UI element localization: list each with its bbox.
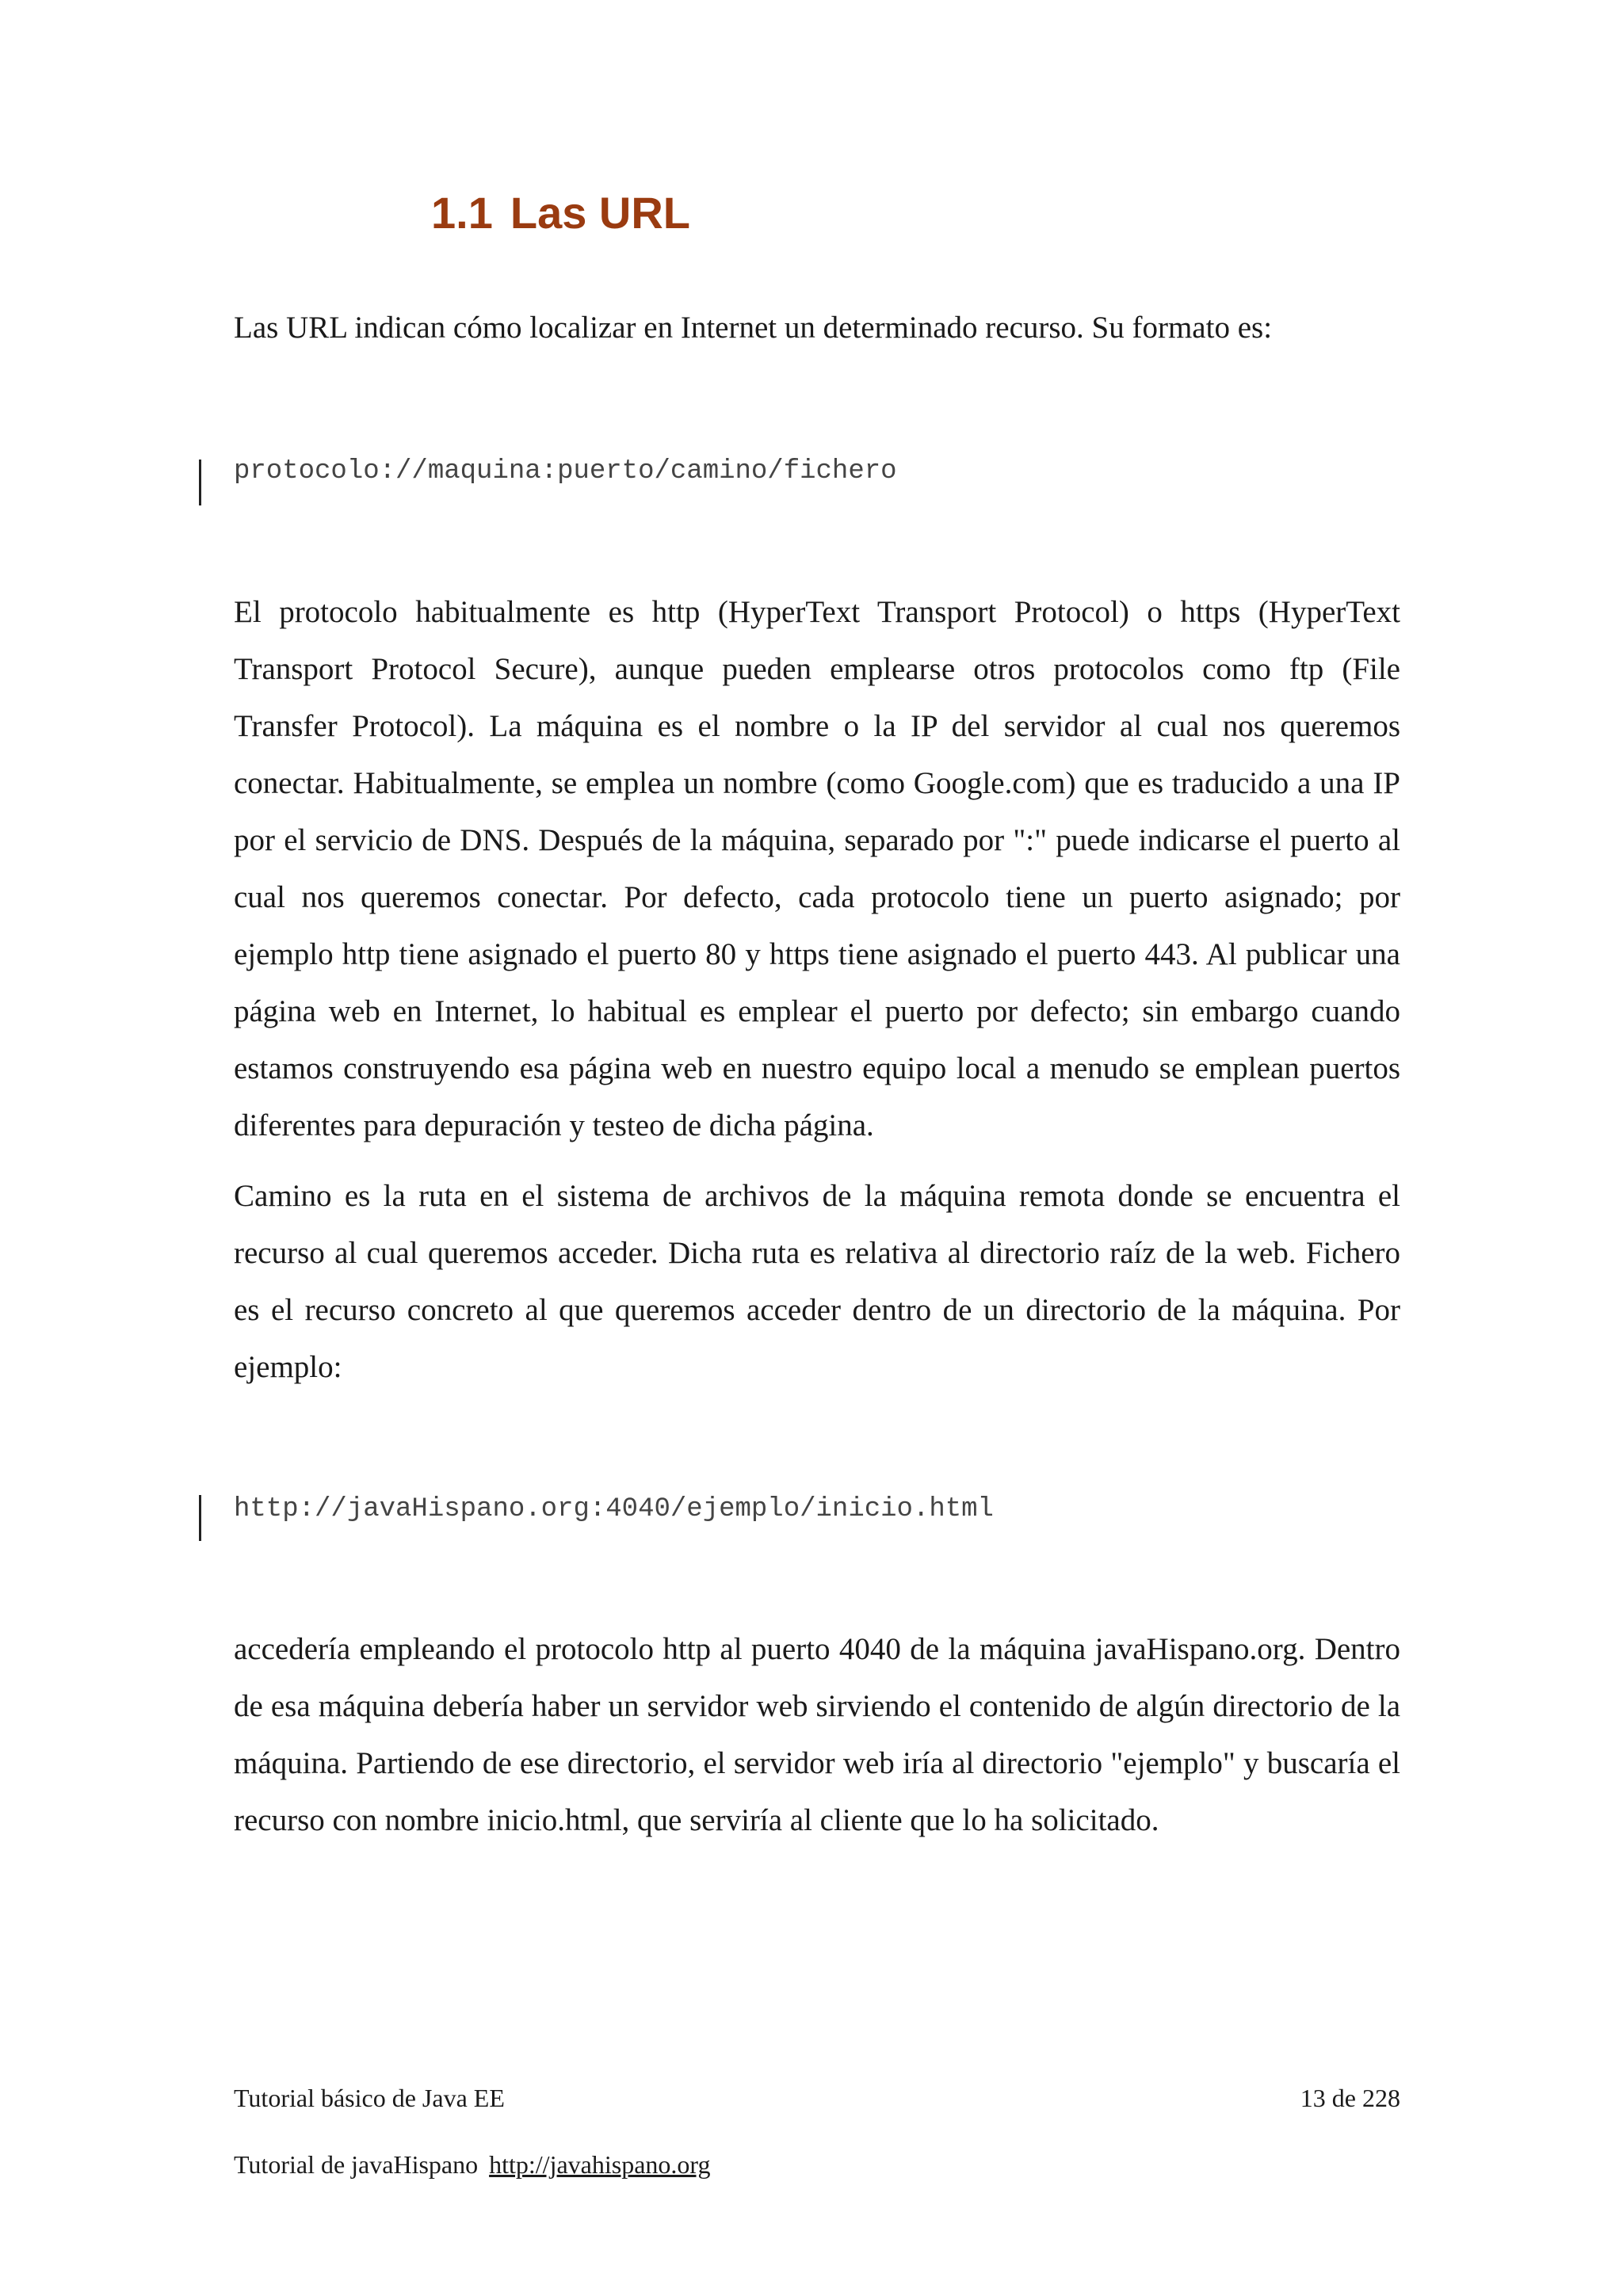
- section-number: 1.1: [431, 188, 493, 238]
- page-total: 228: [1362, 2084, 1400, 2112]
- footer-source-link[interactable]: http://javahispano.org: [489, 2150, 711, 2179]
- page-current: 13: [1300, 2084, 1326, 2112]
- body-paragraph-camino: Camino es la ruta en el sistema de archivos de la máquina remota donde se encuentra el recurso al cual queremos acceder. Dicha ruta es relativa al directorio raíz de la web. Fichero es el recurso concreto al que queremos acceder dentro de un directorio de la máquina. Por ejemplo:: [234, 1179, 1400, 1384]
- code-format-line: protocolo://maquina:puerto/camino/fichero: [234, 456, 897, 486]
- footer-source: [234, 2150, 710, 2180]
- intro-paragraph: Las URL indican cómo localizar en Internet un determinado recurso. Su formato es:: [234, 311, 1273, 345]
- section-heading: [431, 187, 690, 238]
- body-paragraph-protocol: El protocolo habitualmente es http (HyperText Transport Protocol) o https (HyperText Transport Protocol Secure), aunque pueden emplearse otros protocolos como ftp (File Transfer Protocol). La máquina es el nombre o la IP del servidor al cual nos queremos conectar. Habitualmente, se emplea un nombre (como Google.com) que es traducido a una IP por el servicio de DNS. Después de la máquina, separado por ":" puede indicarse el puerto al cual nos queremos conectar. Por defecto, cada protocolo tiene un puerto asignado; por ejemplo http tiene asignado el puerto 80 y https tiene asignado el puerto 443. Al publicar una página web en Internet, lo habitual es emplear el puerto por defecto; sin embargo cuando estamos construyendo esa página web en nuestro equipo local a menudo se emplean puertos diferentes para depuración y testeo de dicha página.: [234, 595, 1400, 1142]
- code-example-line: http://javaHispano.org:4040/ejemplo/inicio.html: [234, 1494, 994, 1524]
- footer-doc-title: Tutorial básico de Java EE: [234, 2084, 505, 2112]
- footer-source-label: Tutorial de javaHispano: [234, 2150, 479, 2179]
- page-separator: de: [1331, 2084, 1356, 2112]
- change-bar: [199, 460, 201, 505]
- section-title: Las URL: [510, 188, 691, 238]
- change-bar: [199, 1495, 201, 1541]
- body-paragraph-example: accedería empleando el protocolo http al puerto 4040 de la máquina javaHispano.org. Dentro de esa máquina debería haber un servidor web sirviendo el contenido de algún directorio de la máquina. Partiendo de ese directorio, el servidor web iría al directorio "ejemplo" y buscaría el recurso con nombre inicio.html, que serviría al cliente que lo ha solicitado.: [234, 1632, 1400, 1837]
- footer-page-number: [1300, 2084, 1400, 2113]
